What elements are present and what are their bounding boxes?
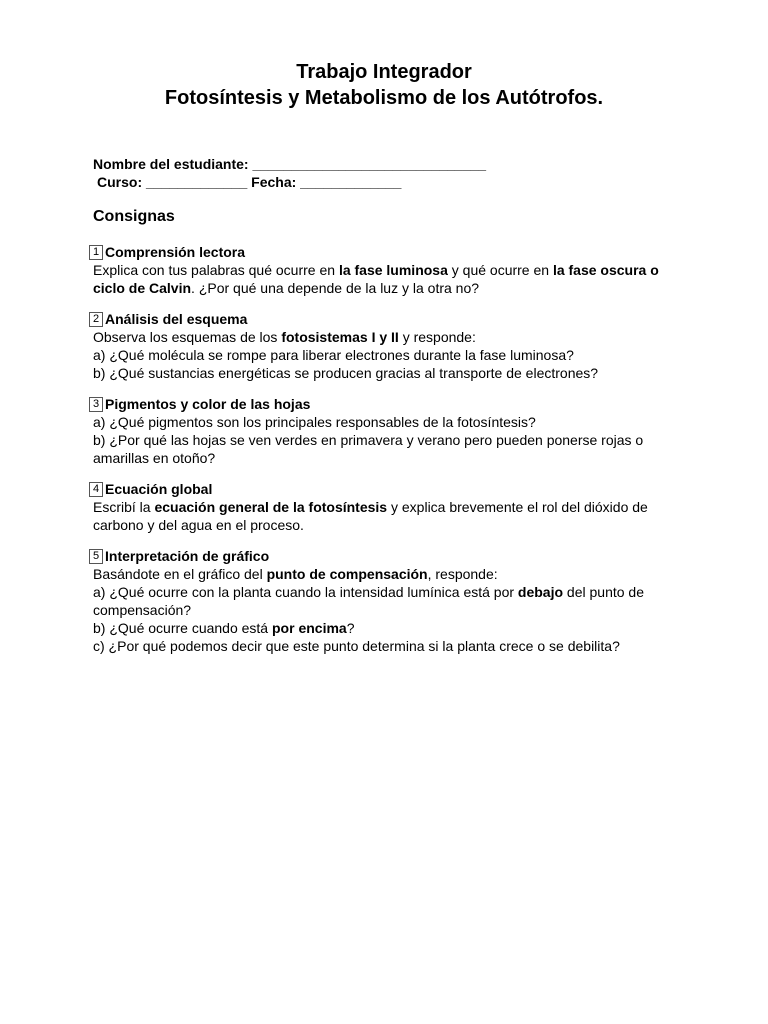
- emphasized-text: fotosistemas I y II: [281, 329, 399, 345]
- text-segment: y responde:: [398, 329, 476, 345]
- emphasized-text: la fase luminosa: [338, 262, 448, 278]
- date-label: Fecha:: [251, 174, 297, 190]
- document-subtitle: Fotosíntesis y Metabolismo de los Autótrofos.: [164, 87, 604, 109]
- course-date-row: [93, 173, 486, 191]
- text-segment: c) ¿Por qué podemos decir que este punto determina si la planta crece o se debilita?: [93, 638, 620, 654]
- emphasized-text: ecuación general de la fotosíntesis: [154, 499, 388, 515]
- section-text-line: [89, 565, 679, 583]
- instructions-list: [89, 243, 679, 668]
- date-blank: _____________: [300, 174, 402, 190]
- instruction-section: [89, 243, 679, 297]
- section-number-box: 3: [89, 397, 103, 412]
- section-number-box: 4: [89, 482, 103, 497]
- text-segment: del punto de compensación?: [93, 584, 645, 618]
- instruction-section: [89, 395, 679, 467]
- course-blank: _____________: [146, 174, 248, 190]
- text-segment: , responde:: [427, 566, 498, 582]
- section-text-line: [89, 328, 679, 346]
- section-text-line: [89, 346, 679, 364]
- text-segment: Observa los esquemas de los: [93, 329, 282, 345]
- section-text-line: [89, 431, 679, 467]
- section-title: Interpretación de gráfico: [105, 548, 270, 564]
- section-header: [89, 310, 679, 328]
- course-label: Curso:: [97, 174, 143, 190]
- emphasized-text: debajo: [517, 584, 564, 600]
- text-segment: Explica con tus palabras qué ocurre en: [93, 262, 339, 278]
- section-number-box: 5: [89, 549, 103, 564]
- section-text-line: [89, 637, 679, 655]
- instruction-section: [89, 480, 679, 534]
- section-header: [89, 243, 679, 261]
- text-segment: . ¿Por qué una depende de la luz y la otra no?: [191, 280, 480, 296]
- text-segment: ?: [346, 620, 355, 636]
- text-segment: Basándote en el gráfico del: [93, 566, 267, 582]
- section-title: Análisis del esquema: [105, 311, 248, 327]
- section-text-line: [89, 413, 679, 431]
- section-number-box: 2: [89, 312, 103, 327]
- section-header: [89, 480, 679, 498]
- text-segment: b) ¿Qué sustancias energéticas se producen gracias al transporte de electrones?: [93, 365, 599, 381]
- name-row: [93, 155, 486, 173]
- name-label: Nombre del estudiante:: [93, 156, 249, 172]
- instruction-section: [89, 310, 679, 382]
- emphasized-text: punto de compensación: [266, 566, 428, 582]
- section-text-line: [89, 261, 679, 297]
- section-text-line: [89, 619, 679, 637]
- section-header: [89, 395, 679, 413]
- text-segment: y explica brevemente el rol del dióxido de carbono y del agua en el proceso.: [93, 499, 648, 533]
- emphasized-text: por encima: [272, 620, 347, 636]
- text-segment: a) ¿Qué ocurre con la planta cuando la intensidad lumínica está por: [93, 584, 518, 600]
- text-segment: Escribí la: [93, 499, 155, 515]
- section-text-line: [89, 498, 679, 534]
- document-title: Trabajo Integrador: [296, 61, 472, 83]
- instructions-heading: Consignas: [93, 208, 175, 225]
- section-text-line: [89, 583, 679, 619]
- text-segment: a) ¿Qué molécula se rompe para liberar electrones durante la fase luminosa?: [93, 347, 574, 363]
- section-title: Comprensión lectora: [105, 244, 246, 260]
- text-segment: b) ¿Qué ocurre cuando está: [93, 620, 272, 636]
- text-segment: y qué ocurre en: [447, 262, 553, 278]
- section-text-line: [89, 364, 679, 382]
- name-blank: ______________________________: [252, 156, 487, 172]
- section-title: Ecuación global: [105, 481, 213, 497]
- title-block: [0, 59, 768, 111]
- text-segment: a) ¿Qué pigmentos son los principales responsables de la fotosíntesis?: [93, 414, 536, 430]
- student-info: [93, 155, 486, 191]
- section-title: Pigmentos y color de las hojas: [105, 396, 311, 412]
- instruction-section: [89, 547, 679, 655]
- section-header: [89, 547, 679, 565]
- section-number-box: 1: [89, 245, 103, 260]
- text-segment: b) ¿Por qué las hojas se ven verdes en primavera y verano pero pueden ponerse rojas o amarillas en otoño?: [93, 432, 644, 466]
- emphasized-text: la fase oscura o ciclo de Calvin: [93, 262, 659, 296]
